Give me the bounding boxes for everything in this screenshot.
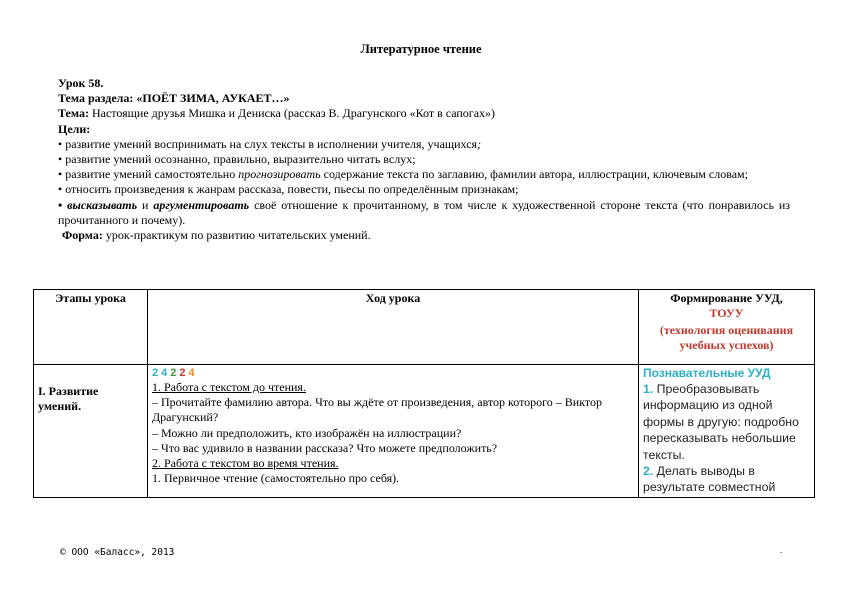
goal-text: • — [58, 197, 68, 212]
toyy-digit: 2 — [170, 367, 180, 379]
goal-item — [58, 182, 790, 197]
forma-value: урок-практикум по развитию читательских умений. — [102, 228, 371, 243]
uud-item — [643, 381, 810, 463]
goals-label: Цели: — [58, 121, 91, 136]
header-stages — [34, 290, 148, 365]
goal-text: ; — [477, 136, 482, 151]
uud-item — [643, 463, 810, 496]
table-row — [34, 365, 815, 498]
goal-item — [58, 137, 790, 152]
course-list — [152, 380, 634, 486]
uud-item-text: Делать выводы в результате совместной — [643, 464, 776, 495]
course-line: 1. Первичное чтение (самостоятельно про себя). — [152, 471, 400, 486]
toyy-digit: 2 — [179, 367, 189, 379]
goal-text: • относить произведения к жанрам рассказа, повести, пьесы по определённым признакам; — [58, 182, 519, 197]
stage-name: I. Развитие умений. — [38, 384, 99, 413]
topic-value: Настоящие друзья Мишка и Дениска (рассказ В. Драгунского «Кот в сапогах») — [91, 106, 496, 121]
section-value: «ПОЁТ ЗИМА, АУКАЕТ…» — [136, 91, 290, 106]
goal-item — [58, 152, 790, 167]
uud-cell — [639, 365, 815, 498]
section-label: Тема раздела: — [58, 91, 134, 106]
uud-item-number: 2. — [643, 464, 654, 479]
course-line: 1. Работа с текстом до чтения. — [152, 380, 306, 394]
goal-item — [58, 167, 790, 182]
uud-item-text: Преобразовывать информацию из одной формы в другую: подробно пересказывать небольшие тексты. — [643, 382, 799, 462]
header-stages-label: Этапы урока — [55, 291, 126, 305]
course-line: 2. Работа с текстом во время чтения. — [152, 456, 339, 471]
course-line: – Можно ли предположить, кто изображён на иллюстрации? — [152, 425, 462, 440]
goal-text: содержание текста по заглавию, фамилии автора, иллюстрации, ключевым словам; — [320, 167, 748, 182]
goals-list — [58, 137, 790, 228]
goal-text: своё отношение к прочитанному, в том числе к художественной стороне текста (что понравилось из прочитанного и почему). — [58, 197, 791, 227]
lesson-table — [33, 289, 815, 498]
toyy-digit: 4 — [161, 367, 171, 379]
header-uud-line3: (технология оценивания учебных успехов) — [659, 323, 794, 352]
document-title: Литературное чтение — [360, 42, 482, 56]
goal-text: высказывать — [67, 197, 138, 212]
goal-text: и — [137, 197, 154, 212]
lesson-number: Урок 58. — [58, 76, 104, 90]
goal-text: прогнозировать — [238, 167, 321, 182]
uud-title: Познавательные УУД — [643, 366, 771, 380]
goal-text: • развитие умений самостоятельно — [58, 167, 239, 182]
goal-text: аргументировать — [153, 197, 250, 212]
goal-text: • развитие умений воспринимать на слух тексты в исполнении учителя, учащихся — [58, 136, 478, 151]
goal-item — [58, 198, 790, 228]
header-uud — [639, 290, 815, 365]
course-line: – Что вас удивило в названии рассказа? Что можете предположить? — [152, 440, 498, 455]
forma-label: Форма: — [62, 228, 103, 243]
toyy-digits — [152, 366, 634, 380]
toyy-digit: 2 — [152, 367, 162, 379]
goal-text: • развитие умений осознанно, правильно, выразительно читать вслух; — [58, 152, 416, 167]
footer-mark: . — [780, 545, 783, 555]
footer-copyright: © ООО «Баласс», 2013 — [60, 547, 175, 558]
topic-label: Тема: — [58, 106, 89, 121]
header-course-label: Ход урока — [365, 291, 421, 305]
stage-cell — [34, 365, 148, 498]
course-cell — [148, 365, 639, 498]
header-uud-line2: ТОУУ — [709, 305, 744, 320]
table-header-row — [34, 290, 815, 365]
header-uud-line1: Формирование УУД, — [670, 291, 783, 305]
course-line: – Прочитайте фамилию автора. Что вы ждёте от произведения, автор которого – Виктор Драгунский? — [152, 395, 602, 425]
uud-item-number: 1. — [643, 382, 654, 396]
uud-list — [643, 381, 810, 496]
forma-line — [58, 228, 790, 243]
header-course — [148, 290, 639, 365]
lesson-header — [58, 76, 790, 243]
toyy-digit: 4 — [188, 367, 198, 379]
